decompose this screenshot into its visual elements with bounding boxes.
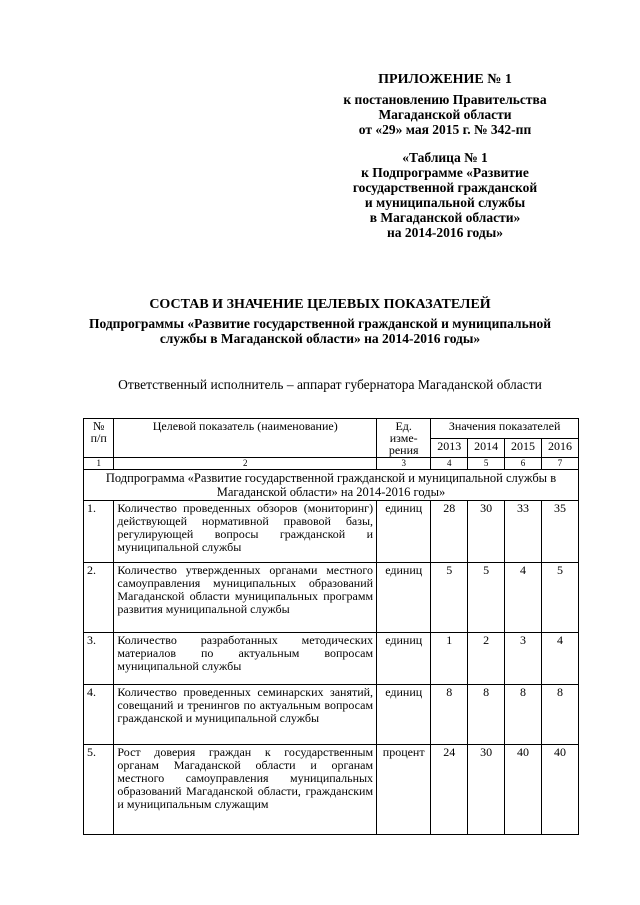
header-year: 2014 — [468, 438, 505, 458]
row-unit: единиц — [377, 501, 431, 563]
row-unit: процент — [377, 745, 431, 835]
table-row — [84, 563, 579, 633]
header-unit: Ед. изме-рения — [377, 419, 431, 458]
subtitle-line: службы в Магаданской области» на 2014-2016 годы» — [159, 331, 481, 346]
header-year: 2015 — [505, 438, 542, 458]
column-number: 3 — [377, 458, 431, 470]
row-unit: единиц — [377, 633, 431, 685]
row-value-2014: 2 — [468, 633, 505, 685]
row-value-2015: 8 — [505, 685, 542, 745]
column-number: 4 — [431, 458, 468, 470]
appendix-title: ПРИЛОЖЕНИЕ № 1 — [378, 72, 512, 87]
table-row — [84, 633, 579, 685]
appendix-reference — [300, 92, 590, 137]
row-number: 4. — [84, 685, 114, 745]
column-number: 6 — [505, 458, 542, 470]
column-number: 2 — [114, 458, 377, 470]
row-value-2016: 4 — [542, 633, 579, 685]
header-year: 2016 — [542, 438, 579, 458]
table-row — [84, 501, 579, 563]
appendix-line: Магаданской области — [378, 107, 512, 122]
row-value-2014: 30 — [468, 745, 505, 835]
row-indicator: Количество проведенных обзоров (мониторинг) действующей нормативной правовой базы, регулирующей вопросы гражданской и муниципальной службы — [114, 501, 377, 563]
indicators-table — [83, 418, 579, 835]
row-value-2014: 8 — [468, 685, 505, 745]
subprogram-heading: Подпрограмма «Развитие государственной гражданской и муниципальной службы в Магаданской области» на 2014-2016 годы» — [84, 470, 579, 501]
appendix-line: от «29» мая 2015 г. № 342-пп — [358, 122, 532, 137]
row-value-2013: 8 — [431, 685, 468, 745]
row-unit: единиц — [377, 685, 431, 745]
row-value-2014: 5 — [468, 563, 505, 633]
header-number: № п/п — [84, 419, 114, 458]
table-ref-line: на 2014-2016 годы» — [386, 225, 504, 240]
row-value-2013: 28 — [431, 501, 468, 563]
column-number: 7 — [542, 458, 579, 470]
table-ref-line: «Таблица № 1 — [402, 150, 488, 165]
subtitle-line: Подпрограммы «Развитие государственной гражданской и муниципальной — [88, 316, 552, 331]
table-ref-line: в Магаданской области» — [369, 210, 521, 225]
table-ref-line: к Подпрограмме «Развитие — [361, 165, 529, 180]
column-number: 1 — [84, 458, 114, 470]
row-number: 1. — [84, 501, 114, 563]
column-number: 5 — [468, 458, 505, 470]
row-value-2015: 4 — [505, 563, 542, 633]
row-unit: единиц — [377, 563, 431, 633]
responsible-executor: Ответственный исполнитель – аппарат губернатора Магаданской области — [118, 377, 542, 392]
row-value-2016: 5 — [542, 563, 579, 633]
row-value-2013: 1 — [431, 633, 468, 685]
table-ref-line: и муниципальной службы — [364, 195, 526, 210]
header-year: 2013 — [431, 438, 468, 458]
row-value-2014: 30 — [468, 501, 505, 563]
row-value-2016: 40 — [542, 745, 579, 835]
row-value-2013: 24 — [431, 745, 468, 835]
header-indicator: Целевой показатель (наименование) — [114, 419, 377, 458]
table-row — [84, 745, 579, 835]
row-value-2015: 33 — [505, 501, 542, 563]
row-indicator: Рост доверия граждан к государственным органам Магаданской области и органам местного самоуправления муниципальных образований Магаданской области, гражданским и муниципальным служащим — [114, 745, 377, 835]
document-subtitle — [40, 316, 600, 346]
row-indicator: Количество разработанных методических материалов по актуальным вопросам муниципальной службы — [114, 633, 377, 685]
row-number: 5. — [84, 745, 114, 835]
row-indicator: Количество проведенных семинарских занятий, совещаний и тренингов по актуальным вопросам гражданской и муниципальной службы — [114, 685, 377, 745]
appendix-line: к постановлению Правительства — [343, 92, 547, 107]
document-title: СОСТАВ И ЗНАЧЕНИЕ ЦЕЛЕВЫХ ПОКАЗАТЕЛЕЙ — [149, 297, 491, 312]
row-value-2016: 8 — [542, 685, 579, 745]
row-value-2016: 35 — [542, 501, 579, 563]
table-row — [84, 685, 579, 745]
row-number: 3. — [84, 633, 114, 685]
table-reference — [300, 150, 590, 240]
row-indicator: Количество утвержденных органами местного самоуправления муниципальных образований Магаданской области муниципальных программ развития муниципальной службы — [114, 563, 377, 633]
row-value-2015: 3 — [505, 633, 542, 685]
row-value-2013: 5 — [431, 563, 468, 633]
header-values-group: Значения показателей — [431, 419, 579, 439]
row-value-2015: 40 — [505, 745, 542, 835]
table-ref-line: государственной гражданской — [352, 180, 538, 195]
row-number: 2. — [84, 563, 114, 633]
